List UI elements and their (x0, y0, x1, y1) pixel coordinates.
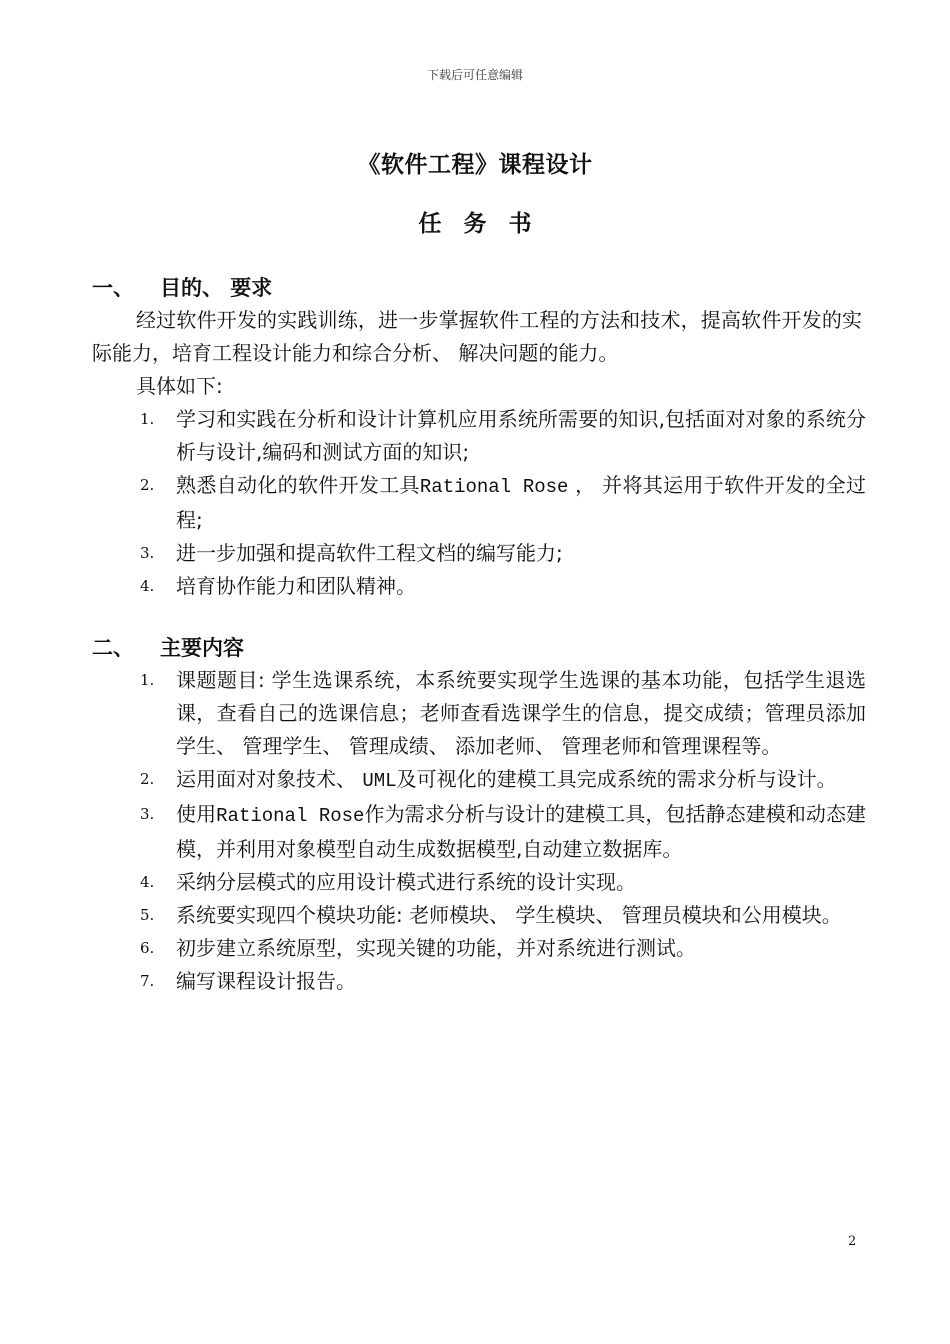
list-item-number: 1. (140, 410, 155, 428)
list-item-text: 进一步加强和提高软件工程文档的编写能力; (176, 541, 563, 565)
list-item (136, 965, 866, 998)
list-item (136, 537, 866, 570)
list-item-text: 熟悉自动化的软件开发工具 (176, 473, 420, 497)
section-2-list (136, 664, 866, 998)
list-item (136, 469, 866, 537)
list-item-text: 培育协作能力和团队精神。 (176, 574, 416, 598)
list-item (136, 899, 866, 932)
section-2-title: 主要内容 (160, 636, 244, 660)
document-title: 《软件工程》课程设计 (357, 152, 593, 178)
tool-name: Rational Rose (216, 805, 365, 827)
section-2-number: 二、 (92, 636, 134, 660)
document-subtitle: 任务书 (418, 211, 554, 237)
list-item-text: 初步建立系统原型，实现关键的功能，并对系统进行测试。 (176, 936, 696, 960)
list-item-number: 1. (140, 671, 155, 689)
section-1-number: 一、 (92, 276, 134, 300)
list-item (136, 932, 866, 965)
list-item-number: 2. (140, 770, 155, 788)
list-item (136, 763, 866, 798)
list-item-number: 5. (140, 906, 155, 924)
list-item (136, 570, 866, 603)
list-item-text: 采纳分层模式的应用设计模式进行系统的设计实现。 (176, 870, 636, 894)
section-1-intro: 具体如下: (136, 374, 223, 398)
list-item-text: 使用 (176, 802, 217, 826)
section-1-list (136, 403, 866, 603)
tool-name: Rational Rose (419, 476, 569, 498)
list-item (136, 664, 866, 763)
section-1-heading (92, 272, 272, 302)
section-1-paragraph: 经过软件开发的实践训练，进一步掌握软件工程的方法和技术，提高软件开发的实际能力，培育工程设计能力和综合分析、 解决问题的能力。 (92, 308, 862, 365)
list-item (136, 403, 866, 469)
list-item-number: 3. (140, 805, 155, 823)
list-item-text: 编写课程设计报告。 (176, 969, 356, 993)
list-item-number: 6. (140, 939, 155, 957)
section-1-title: 目的、 要求 (160, 276, 273, 300)
list-item-text: 作为需求分析与设计的建模工具，包括静态建模和动态建模，并利用对象模型自动生成数据模型,自动建立数据库。 (176, 802, 867, 861)
list-item-number: 4. (140, 873, 155, 891)
page-number: 2 (848, 1234, 857, 1249)
list-item (136, 798, 866, 866)
list-item-number: 4. (140, 577, 155, 595)
uml-term: UML (362, 770, 397, 792)
list-item-text: 系统要实现四个模块功能: 老师模块、 学生模块、 管理员模块和公用模块。 (176, 903, 842, 927)
list-item-number: 7. (140, 972, 155, 990)
list-item-text: 及可视化的建模工具完成系统的需求分析与设计。 (396, 767, 837, 791)
page-header: 下载后可任意编辑 (426, 68, 523, 82)
list-item-text: 学习和实践在分析和设计计算机应用系统所需要的知识,包括面对对象的系统分析与设计,编码和测试方面的知识; (176, 407, 866, 464)
list-item-text: 课题题目: 学生选课系统，本系统要实现学生选课的基本功能，包括学生退选课，查看自己的选课信息；老师查看选课学生的信息，提交成绩；管理员添加学生、 管理学生、 管理成绩、 添加老师、 管理老师和管理课程等。 (176, 668, 866, 758)
list-item-number: 3. (140, 544, 155, 562)
list-item (136, 866, 866, 899)
section-2-heading (92, 632, 244, 662)
list-item-text: 运用面对对象技术、 (176, 767, 363, 791)
list-item-text: ， 并将其运用于软件开发的全过程; (176, 473, 867, 532)
list-item-number: 2. (140, 476, 155, 494)
